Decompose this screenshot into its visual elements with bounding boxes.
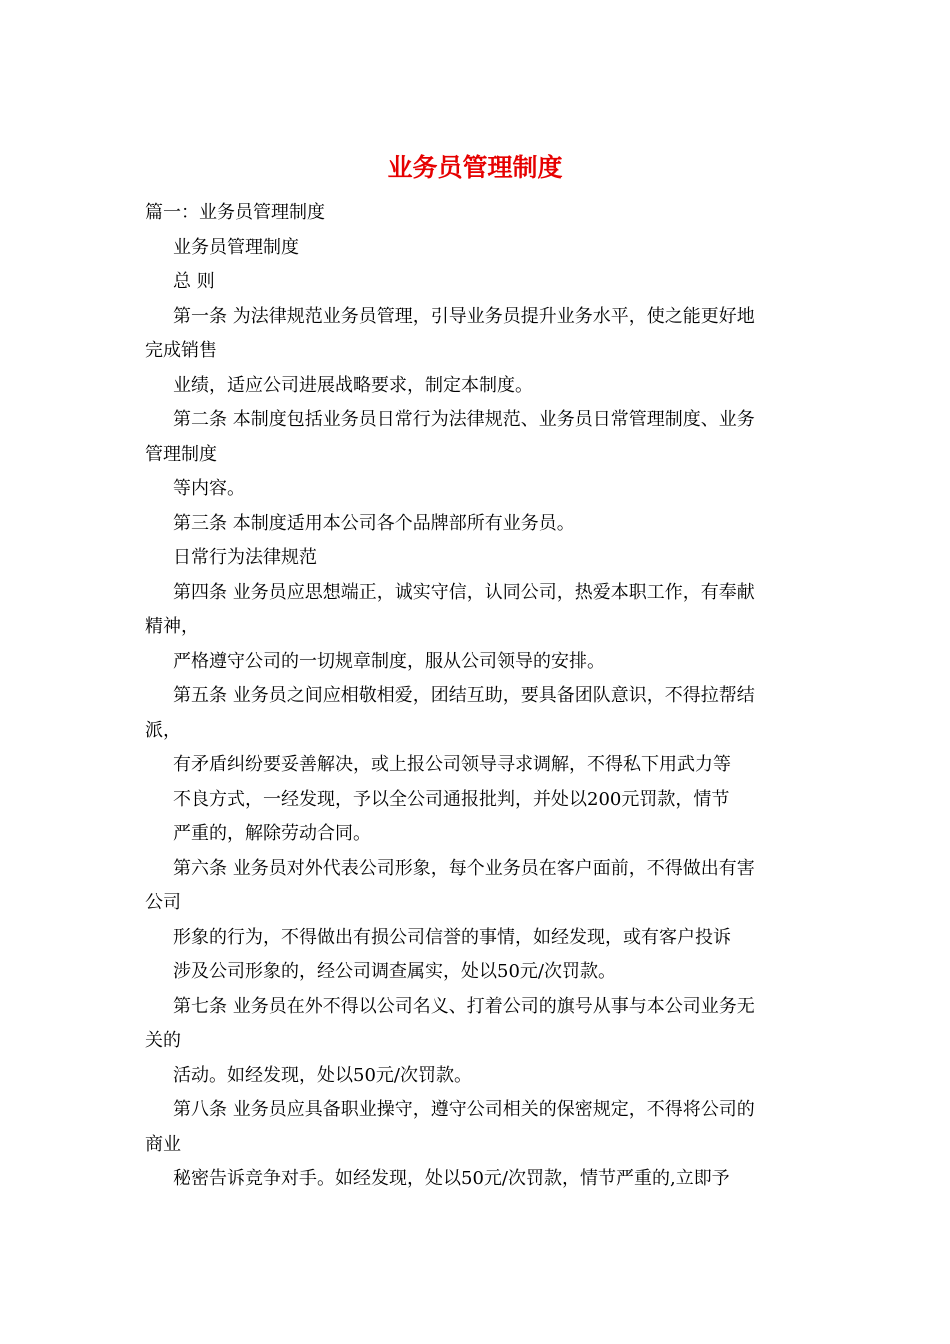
line-10: 第三条 本制度适用本公司各个品牌部所有业务员。 bbox=[173, 512, 575, 534]
line-16: 派， bbox=[145, 719, 181, 741]
line-8: 管理制度 bbox=[145, 443, 217, 465]
line-3: 总 则 bbox=[173, 271, 215, 292]
document-body bbox=[145, 196, 805, 1197]
line-12: 第四条 业务员应思想端正，诚实守信，认同公司，热爱本职工作，有奉献 bbox=[173, 581, 755, 603]
line-24: 第七条 业务员在外不得以公司名义、打着公司的旗号从事与本公司业务无 bbox=[173, 995, 755, 1017]
line-7: 第二条 本制度包括业务员日常行为法律规范、业务员日常管理制度、业务 bbox=[173, 409, 755, 430]
line-25: 关的 bbox=[145, 1030, 181, 1051]
line-27: 第八条 业务员应具备职业操守，遵守公司相关的保密规定，不得将公司的 bbox=[173, 1099, 755, 1120]
line-5: 完成销售 bbox=[145, 340, 217, 361]
line-15: 第五条 业务员之间应相敬相爱，团结互助，要具备团队意识，不得拉帮结 bbox=[173, 685, 755, 706]
line-2: 业务员管理制度 bbox=[173, 236, 299, 258]
line-1: 篇一：业务员管理制度 bbox=[145, 202, 325, 223]
line-20: 第六条 业务员对外代表公司形象，每个业务员在客户面前，不得做出有害 bbox=[173, 857, 755, 879]
line-9: 等内容。 bbox=[173, 478, 245, 499]
line-22: 形象的行为，不得做出有损公司信誉的事情，如经发现，或有客户投诉 bbox=[173, 926, 731, 948]
line-19: 严重的，解除劳动合同。 bbox=[173, 823, 371, 844]
line-13: 精神， bbox=[145, 616, 199, 637]
line-21: 公司 bbox=[145, 892, 181, 913]
document-title: 业务员管理制度 bbox=[387, 153, 563, 182]
line-6: 业绩，适应公司进展战略要求，制定本制度。 bbox=[173, 374, 533, 396]
line-14: 严格遵守公司的一切规章制度，服从公司领导的安排。 bbox=[173, 650, 605, 672]
line-17: 有矛盾纠纷要妥善解决，或上报公司领导寻求调解，不得私下用武力等 bbox=[173, 754, 731, 775]
line-11: 日常行为法律规范 bbox=[173, 547, 317, 568]
line-18: 不良方式，一经发现，予以全公司通报批判，并处以200元罚款，情节 bbox=[173, 788, 730, 810]
line-23: 涉及公司形象的，经公司调查属实，处以50元/次罚款。 bbox=[173, 961, 616, 982]
line-29: 秘密告诉竞争对手。如经发现，处以50元/次罚款，情节严重的,立即予 bbox=[173, 1168, 730, 1189]
line-28: 商业 bbox=[145, 1133, 181, 1155]
line-4: 第一条 为法律规范业务员管理，引导业务员提升业务水平，使之能更好地 bbox=[173, 305, 755, 327]
line-26: 活动。如经发现，处以50元/次罚款。 bbox=[173, 1064, 472, 1086]
